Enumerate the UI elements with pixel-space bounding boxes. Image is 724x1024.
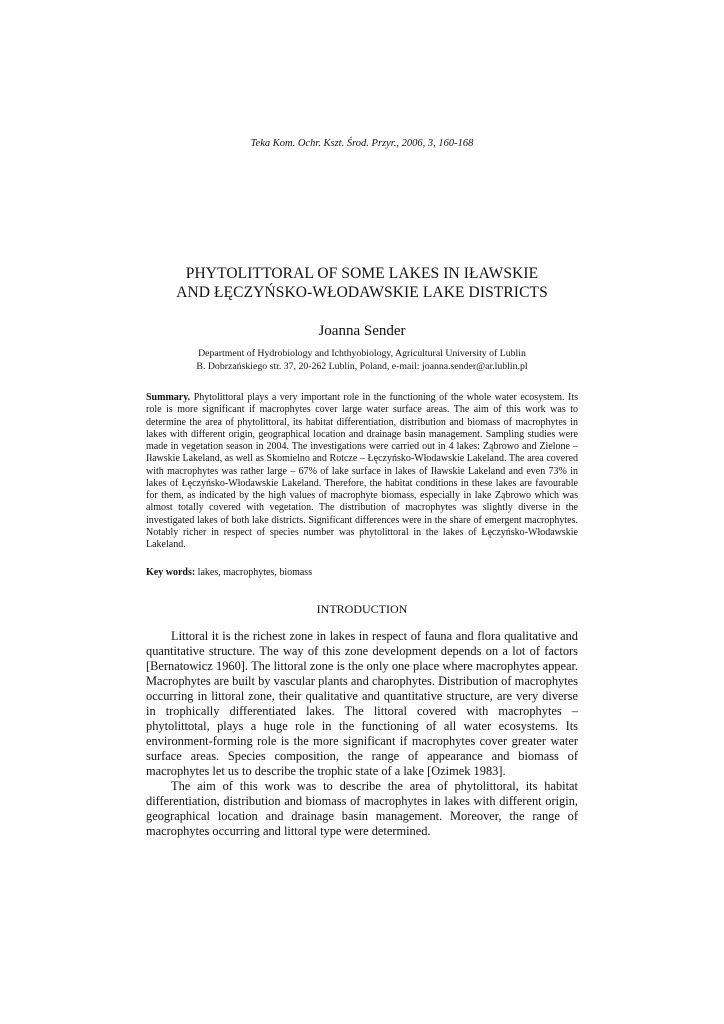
introduction-paragraph: The aim of this work was to describe the area of phytolittoral, its habitat differentiation, distribution and biomass of macrophytes in lakes with different origin, geographical location and drainage basin management. Moreover, the range of macrophytes occurring and littoral type were determined. xyxy=(146,779,578,838)
paper-title xyxy=(0,264,724,302)
affiliation-line-1: Department of Hydrobiology and Ichthyobiology, Agricultural University of Lublin xyxy=(198,348,526,359)
summary-text: Phytolittoral plays a very important role in the functioning of the whole water ecosystem. Its role is more significant if macrophytes cover large water surface areas. The aim of this work was to determine the area of phytolittoral, its habitat differentiation, distribution and biomass of macrophytes in lakes with different origin, geographical location and drainage basin management. Sampling studies were made in vegetation season in 2004. The investigations were carried out in 4 lakes: Ząbrowo and Zielone – Iławskie Lakeland, as well as Skomielno and Rotcze – Łęczyńsko-Włodawskie Lakeland. The area covered with macrophytes was rather large – 67% of lake surface in lakes of Iławskie Lakeland and even 73% in lakes of Łęczyńsko-Włodawskie Lakeland. Therefore, the habitat conditions in these lakes are favourable for them, as indicated by the high values of macrophyte biomass, especially in lake Ząbrowo which was almost totally covered with vegetation. The distribution of macrophytes was slightly diverse in the investigated lakes of both lake districts. Significant differences were in the share of emergent macrophytes. Notably richer in respect of species number was phytolittoral in the lakes of Łęczyńsko-Włodawskie Lakeland. xyxy=(146,392,578,550)
summary-abstract xyxy=(146,392,578,551)
section-heading-introduction: INTRODUCTION xyxy=(316,602,408,616)
affiliation-line-2: B. Dobrzańskiego str. 37, 20-262 Lublin, Poland, e-mail: joanna.sender@ar.lublin.pl xyxy=(196,361,528,372)
paper-title-line-1: PHYTOLITTORAL OF SOME LAKES IN IŁAWSKIE xyxy=(185,265,539,282)
summary-label: Summary. xyxy=(146,392,194,403)
author-name: Joanna Sender xyxy=(318,323,406,339)
introduction-body xyxy=(146,629,578,839)
keywords-text: lakes, macrophytes, biomass xyxy=(197,567,313,578)
keywords xyxy=(146,566,578,579)
paper-title-line-2: AND ŁĘCZYŃSKO-WŁODAWSKIE LAKE DISTRICTS xyxy=(176,284,548,301)
author-affiliation xyxy=(0,347,724,373)
running-head: Teka Kom. Ochr. Kszt. Środ. Przyr., 2006, 3, 160-168 xyxy=(250,138,474,149)
introduction-paragraph: Littoral it is the richest zone in lakes in respect of fauna and flora qualitative and quantitative structure. The way of this zone development depends on a lot of factors [Bernatowicz 1960]. The littoral zone is the only one place where macrophytes appear. Macrophytes are built by vascular plants and charophytes. Distribution of macrophytes occurring in littoral zone, their qualitative and quantitative structure, are very diverse in trophically differentiated lakes. The littoral covered with macrophytes – phytolittotal, plays a huge role in the functioning of all water ecosystems. Its environment-forming role is the more significant if macrophytes cover greater water surface areas. Species composition, the range of appearance and biomass of macrophytes let us to describe the trophic state of a lake [Ozimek 1983]. xyxy=(146,629,578,778)
keywords-label: Key words: xyxy=(146,567,198,578)
